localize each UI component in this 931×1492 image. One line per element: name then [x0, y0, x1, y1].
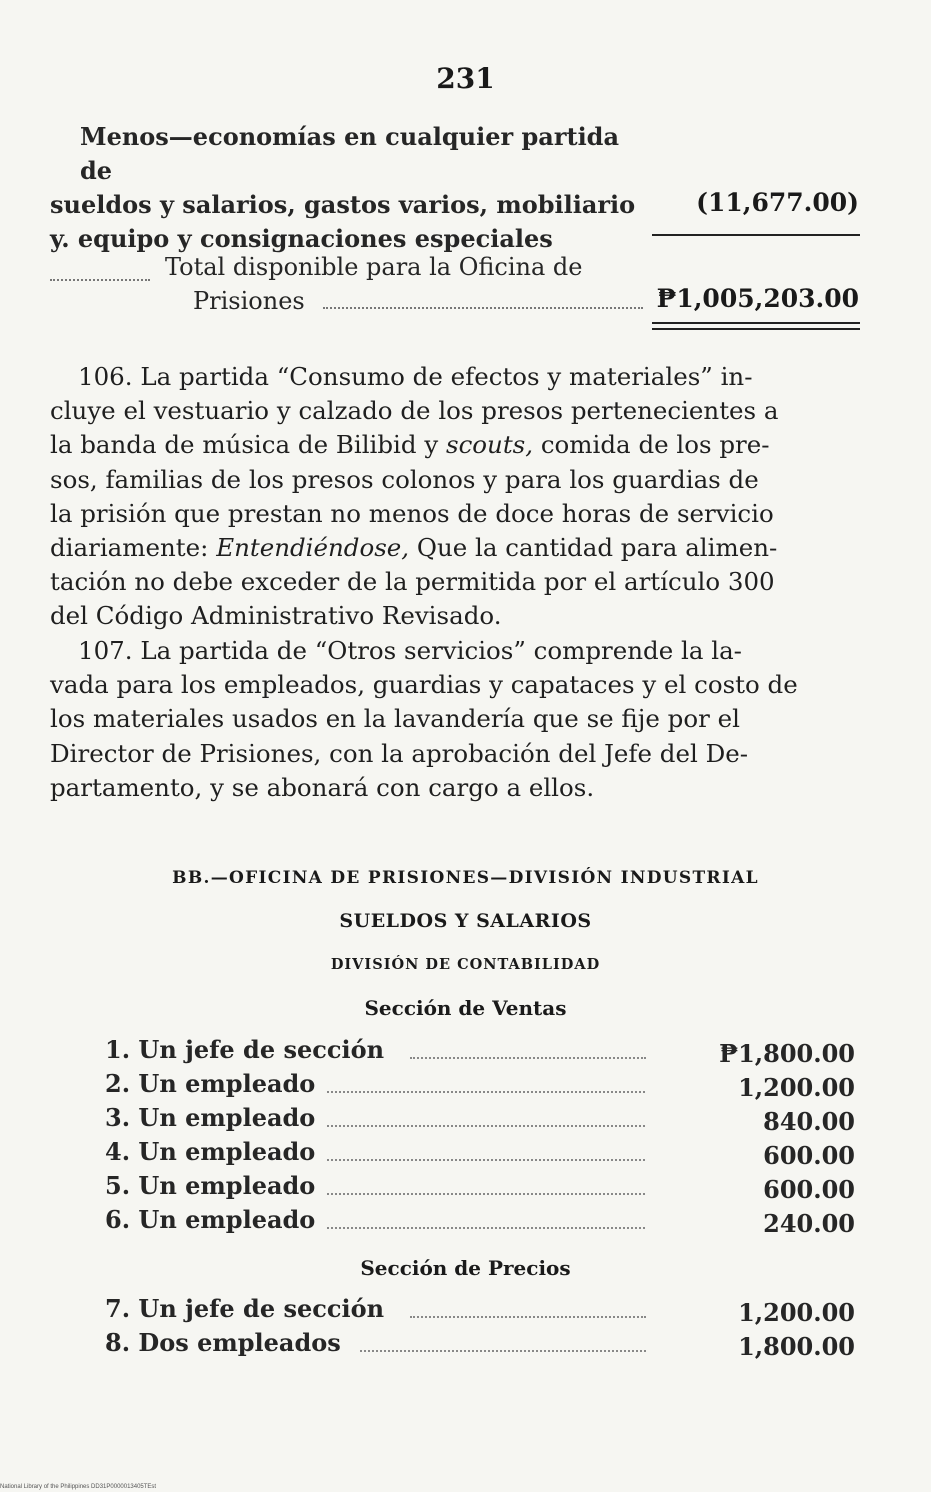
- rule-double-bottom: [652, 328, 860, 330]
- deductions-amount: (11,677.00): [696, 188, 859, 217]
- para-107-line: los materiales usados en la lavandería que se fije por el: [50, 704, 740, 734]
- total-line-2: Prisiones: [193, 287, 305, 315]
- list-item: [105, 1294, 855, 1328]
- section-sales-heading: Sección de Ventas: [364, 996, 567, 1020]
- leader-dots: [327, 1091, 645, 1093]
- leader-dots: [327, 1125, 645, 1127]
- rule-double-top: [652, 322, 860, 324]
- para-106-text: la banda de música de Bilibid y: [50, 430, 439, 460]
- leader-dots: [327, 1227, 645, 1229]
- para-107-line: Director de Prisiones, con la aprobación del Jefe del De-: [50, 738, 748, 768]
- item-label: 1. Un jefe de sección: [105, 1035, 385, 1064]
- para-107-line: partamento, y se abonará con cargo a ellos.: [50, 772, 595, 802]
- deductions-line-3: y. equipo y consignaciones especiales: [50, 224, 553, 253]
- division-heading: DIVISIÓN DE CONTABILIDAD: [330, 956, 601, 973]
- list-item: [105, 1137, 855, 1171]
- item-amount: 1,200.00: [738, 1298, 855, 1327]
- paragraph-106: [50, 360, 860, 634]
- para-106-text: comida de los pre-: [540, 430, 770, 460]
- item-label: 7. Un jefe de sección: [105, 1294, 385, 1323]
- item-amount: 600.00: [763, 1175, 855, 1204]
- rule-single: [652, 234, 860, 236]
- item-amount: 600.00: [763, 1141, 855, 1170]
- para-106-line: del Código Administrativo Revisado.: [50, 601, 502, 631]
- leader-dots: [327, 1193, 645, 1195]
- leader-dots: [323, 307, 643, 309]
- para-106-line: 106. La partida “Consumo de efectos y materiales” in-: [78, 362, 753, 391]
- scan-footer: National Library of the Philippines DD31P0000013405TEst: [0, 1484, 157, 1490]
- para-106-line: [50, 428, 860, 462]
- item-label: 8. Dos empleados: [105, 1328, 341, 1357]
- item-amount: 1,200.00: [738, 1073, 855, 1102]
- para-106-italic: scouts,: [446, 430, 534, 460]
- item-label: 6. Un empleado: [105, 1205, 316, 1234]
- list-item: [105, 1171, 855, 1205]
- para-106-line: [50, 531, 860, 565]
- leader-dots: [410, 1316, 646, 1318]
- item-amount: 840.00: [763, 1107, 855, 1136]
- para-107-line: vada para los empleados, guardias y capataces y el costo de: [50, 670, 798, 700]
- leader-dots: [360, 1350, 646, 1352]
- office-heading: BB.—OFICINA DE PRISIONES—DIVISIÓN INDUSTRIAL: [172, 868, 759, 888]
- section-prices-heading: Sección de Precios: [360, 1256, 571, 1280]
- para-106-text: Que la cantidad para alimen-: [416, 533, 778, 563]
- paragraph-107: [50, 634, 860, 805]
- total-amount: ₱1,005,203.00: [656, 284, 859, 313]
- total-line-1: Total disponible para la Oficina de: [165, 253, 583, 281]
- deductions-line-1: Menos—economías en cualquier partida de: [80, 122, 620, 185]
- para-107-line: 107. La partida de “Otros servicios” comprende la la-: [78, 636, 742, 665]
- leader-dots: [410, 1057, 646, 1059]
- item-label: 2. Un empleado: [105, 1069, 316, 1098]
- list-item: [105, 1205, 855, 1239]
- item-label: 5. Un empleado: [105, 1171, 316, 1200]
- list-item: [105, 1328, 855, 1362]
- item-label: 4. Un empleado: [105, 1137, 316, 1166]
- salaries-heading: SUELDOS Y SALARIOS: [339, 910, 592, 932]
- total-text: [165, 250, 655, 318]
- para-106-line: sos, familias de los presos colonos y para los guardias de: [50, 464, 759, 494]
- page-number: 231: [436, 62, 495, 95]
- para-106-line: cluye el vestuario y calzado de los presos pertenecientes a: [50, 396, 779, 426]
- list-item: [105, 1035, 855, 1069]
- leader-dots: [50, 279, 150, 281]
- para-106-text: diariamente:: [50, 533, 209, 563]
- list-item: [105, 1103, 855, 1137]
- leader-dots: [327, 1159, 645, 1161]
- item-amount: 1,800.00: [738, 1332, 855, 1361]
- para-106-line: la prisión que prestan no menos de doce horas de servicio: [50, 498, 774, 528]
- item-amount: ₱1,800.00: [719, 1039, 855, 1068]
- deductions-line-2: sueldos y salarios, gastos varios, mobiliario: [50, 190, 636, 219]
- list-item: [105, 1069, 855, 1103]
- para-106-line: tación no debe exceder de la permitida por el artículo 300: [50, 567, 775, 597]
- item-amount: 240.00: [763, 1209, 855, 1238]
- item-label: 3. Un empleado: [105, 1103, 316, 1132]
- para-106-italic: Entendiéndose,: [216, 533, 410, 563]
